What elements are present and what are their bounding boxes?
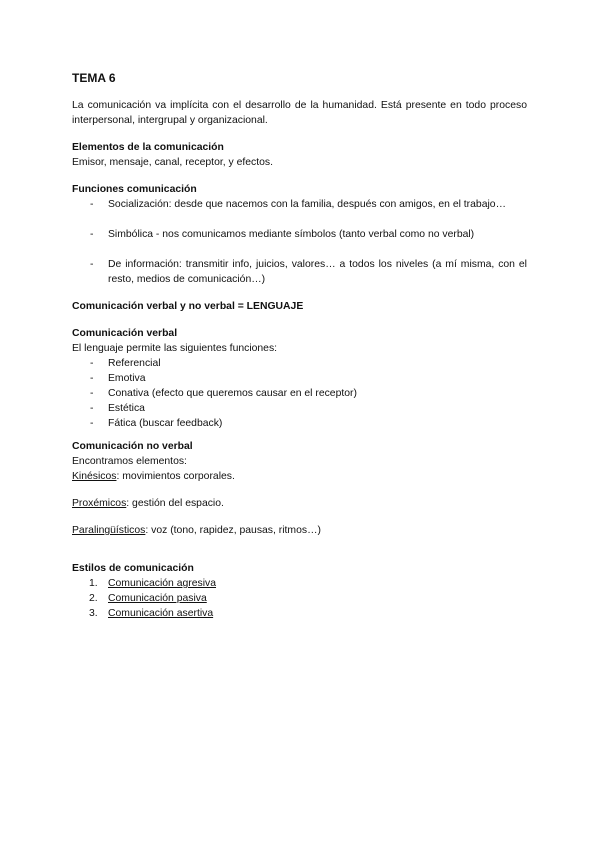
list-item — [72, 576, 527, 591]
dash-bullet: - — [90, 418, 94, 429]
paralinguisticos-term: Paralingüísticos — [72, 525, 146, 536]
dash-bullet: - — [90, 358, 94, 369]
dash-bullet: - — [90, 229, 94, 240]
list-item — [72, 401, 527, 416]
estilos-list — [72, 576, 527, 621]
list-item-text: De información: transmitir info, juicios, valores… a todos los niveles (a mí misma, con el resto, medios de comunicación…) — [108, 259, 527, 285]
section-heading-estilos: Estilos de comunicación — [72, 563, 194, 574]
list-item-text: Referencial — [108, 358, 161, 369]
noverbal-intro: Encontramos elementos: — [72, 456, 187, 467]
section-heading-verbal: Comunicación verbal — [72, 328, 178, 339]
list-number: 1. — [89, 578, 98, 589]
list-number: 3. — [89, 608, 98, 619]
verbal-intro: El lenguaje permite las siguientes funciones: — [72, 343, 278, 354]
list-item-text: Conativa (efecto que queremos causar en el receptor) — [108, 388, 357, 399]
list-item-text: Socialización: desde que nacemos con la familia, después con amigos, en el trabajo… — [108, 199, 506, 210]
page-title: TEMA 6 — [72, 71, 116, 85]
section-heading-funciones: Funciones comunicación — [72, 184, 197, 195]
kinesicos-text: : movimientos corporales. — [116, 471, 235, 482]
list-item-text: Comunicación pasiva — [108, 593, 207, 604]
dash-bullet: - — [90, 199, 94, 210]
list-item — [72, 227, 527, 242]
section-heading-elementos: Elementos de la comunicación — [72, 142, 224, 153]
kinesicos-line — [72, 469, 527, 484]
document-page — [72, 70, 527, 621]
list-item-text: Emotiva — [108, 373, 146, 384]
dash-bullet: - — [90, 388, 94, 399]
list-item — [72, 386, 527, 401]
dash-bullet: - — [90, 373, 94, 384]
proxemicos-text: : gestión del espacio. — [126, 498, 224, 509]
list-item — [72, 606, 527, 621]
proxemicos-line — [72, 496, 527, 511]
list-item-text: Estética — [108, 403, 145, 414]
elementos-text: Emisor, mensaje, canal, receptor, y efectos. — [72, 157, 273, 168]
list-item — [72, 416, 527, 431]
list-item — [72, 371, 527, 386]
paralinguisticos-line — [72, 523, 527, 538]
list-item — [72, 591, 527, 606]
kinesicos-term: Kinésicos — [72, 471, 117, 482]
list-item-text: Fática (buscar feedback) — [108, 418, 223, 429]
paralinguisticos-text: : voz (tono, rapidez, pausas, ritmos…) — [145, 525, 321, 536]
list-item-text: Comunicación asertiva — [108, 608, 214, 619]
section-heading-noverbal: Comunicación no verbal — [72, 441, 193, 452]
funciones-list — [72, 197, 527, 287]
list-item — [72, 257, 527, 287]
verbal-functions-list — [72, 356, 527, 431]
list-item-text: Simbólica - nos comunicamos mediante símbolos (tanto verbal como no verbal) — [108, 229, 475, 240]
list-item — [72, 356, 527, 371]
intro-paragraph: La comunicación va implícita con el desarrollo de la humanidad. Está presente en todo proceso interpersonal, intergrupal y organizacional. — [72, 100, 527, 126]
dash-bullet: - — [90, 403, 94, 414]
list-number: 2. — [89, 593, 98, 604]
list-item-text: Comunicación agresiva — [108, 578, 217, 589]
proxemicos-term: Proxémicos — [72, 498, 127, 509]
section-heading-lenguaje: Comunicación verbal y no verbal = LENGUAJE — [72, 301, 304, 312]
dash-bullet: - — [90, 259, 94, 270]
list-item — [72, 197, 527, 212]
